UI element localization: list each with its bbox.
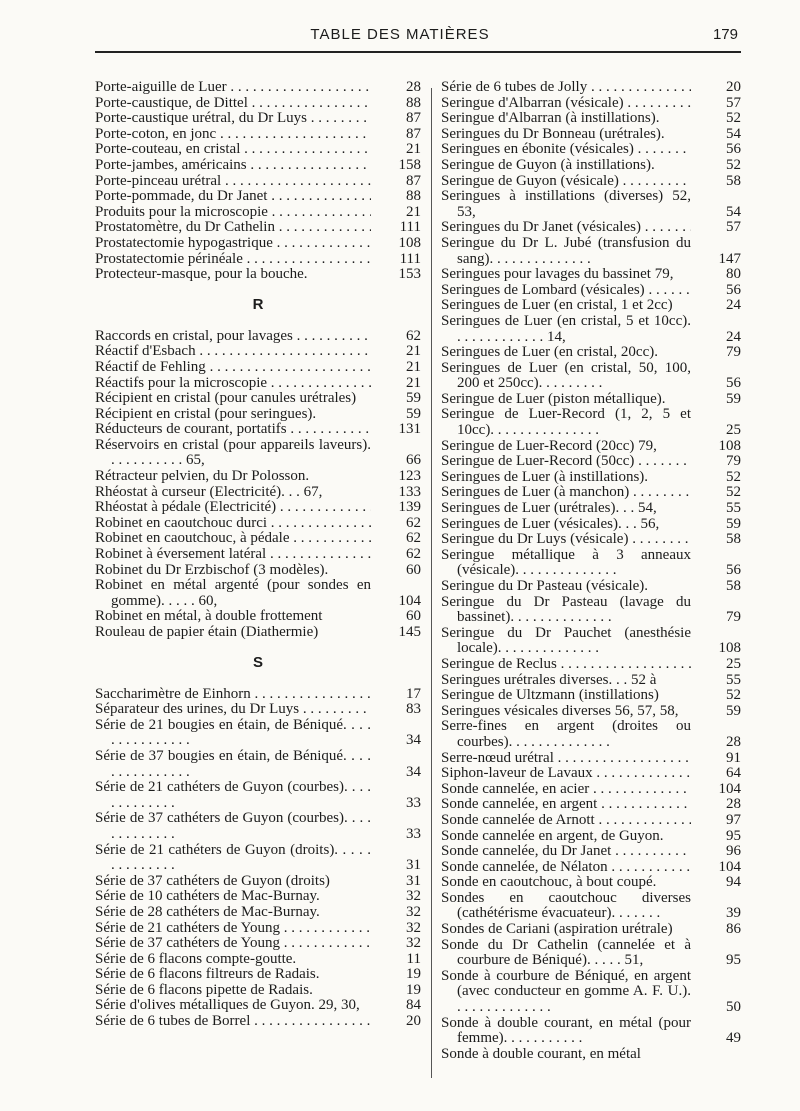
entry-page: 28 xyxy=(373,80,421,96)
index-entry xyxy=(441,501,741,517)
entry-text: Sonde en caoutchouc, à bout coupé. xyxy=(441,875,657,891)
index-entry xyxy=(95,921,421,937)
entry-text: Porte-jambes, américains . . . xyxy=(95,158,371,174)
index-entry xyxy=(441,751,741,767)
index-entry xyxy=(95,360,421,376)
index-entry xyxy=(95,702,421,718)
entry-text: Récipient en cristal (pour seringues). xyxy=(95,406,317,422)
entry-page: 21 xyxy=(373,205,421,221)
index-entry xyxy=(441,704,741,720)
entry-text: Sonde cannelée de Arnott . . . xyxy=(441,813,691,829)
entry-text: Série de 37 cathéters de Guyon (droits) xyxy=(95,873,330,889)
entry-text: Porte-pommade, du Dr Janet . . . xyxy=(95,189,371,205)
entry-text: Série de 37 bougies en étain, de Béniqué. . . . . . . . . . . . . . . xyxy=(95,748,371,780)
entry-text: Série de 21 cathéters de Young . . . xyxy=(95,921,371,937)
entry-text: Série de 21 bougies en étain, de Béniqué. . . . . . . . . . . . . . . xyxy=(95,717,371,749)
index-entry xyxy=(441,267,741,283)
entry-text: Prostatomètre, du Dr Cathelin . . . xyxy=(95,220,371,236)
entry-text: Serre-fines en argent (droites ou courbes). . . . . . . . . . . . . . xyxy=(441,719,691,750)
index-entry xyxy=(95,578,421,609)
index-entry xyxy=(441,938,741,969)
entry-page: 111 xyxy=(373,252,421,268)
index-entry xyxy=(95,80,421,96)
entry-text: Seringue du Dr Pauchet (anesthésie locale). . . . . . . . . . . . . . xyxy=(441,625,691,657)
entry-text: Série de 37 cathéters de Guyon (courbes). . . . . . . . . . . . . xyxy=(95,811,371,842)
entry-page: 123 xyxy=(373,469,421,485)
entry-page: 56 xyxy=(693,376,741,392)
entry-text: Prostatectomie périnéale . . . xyxy=(95,252,371,268)
entry-text: Robinet en métal argenté (pour sondes en gomme). . . . . 60, xyxy=(95,578,371,609)
entry-text: Seringues en ébonite (vésicales) . . . xyxy=(441,142,691,158)
entry-text: Seringues urétrales diverses. . . 52 à xyxy=(441,672,657,688)
index-entry xyxy=(95,516,421,532)
entry-text: Série de 21 cathéters de Guyon (courbes). . . . . . . . . . . . . xyxy=(95,780,371,811)
entry-text: Sonde du Dr Cathelin (cannelée et à courbure de Béniqué). . . . . 51, xyxy=(441,937,691,969)
entry-text: Série de 10 cathéters de Mac-Burnay. xyxy=(95,889,320,905)
entry-page: 59 xyxy=(373,407,421,423)
index-column-right xyxy=(441,80,741,1062)
entry-page: 33 xyxy=(373,796,421,812)
entry-page: 52 xyxy=(693,485,741,501)
entry-page: 32 xyxy=(373,936,421,952)
entry-page: 153 xyxy=(373,267,421,283)
entry-text: Série de 6 tubes de Jolly . . . xyxy=(441,80,691,96)
index-entry xyxy=(441,1016,741,1047)
entry-text: Seringue de Luer-Record (1, 2, 5 et 10cc). . . . . . . . . . . . . . . xyxy=(441,407,691,439)
index-entry xyxy=(95,252,421,268)
entry-text: Robinet en caoutchouc durci . . . xyxy=(95,516,371,532)
index-entry xyxy=(95,500,421,516)
entry-page: 66 xyxy=(373,453,421,469)
index-entry xyxy=(441,454,741,470)
entry-page: 86 xyxy=(693,922,741,938)
entry-text: Série de 28 cathéters de Mac-Burnay. xyxy=(95,904,320,920)
index-entry xyxy=(95,469,421,485)
index-entry xyxy=(95,936,421,952)
entry-text: Seringues de Luer (vésicales). . . 56, xyxy=(441,516,660,532)
entry-text: Seringues du Dr Bonneau (urétrales). xyxy=(441,126,665,142)
entry-text: Série de 6 tubes de Borrel . . . xyxy=(95,1014,371,1030)
entry-page: 88 xyxy=(373,96,421,112)
index-entry xyxy=(95,563,421,579)
entry-text: Sonde cannelée en argent, de Guyon. xyxy=(441,828,664,844)
entry-page: 62 xyxy=(373,547,421,563)
entry-page: 139 xyxy=(373,500,421,516)
entry-text: Seringues de Luer (en cristal, 50, 100, 200 et 250cc). . . . . . . . . xyxy=(441,360,691,392)
entry-page: 79 xyxy=(693,610,741,626)
index-entry xyxy=(441,860,741,876)
entry-page: 57 xyxy=(693,96,741,112)
entry-text: Robinet à éversement latéral . . . xyxy=(95,547,371,563)
index-entry xyxy=(441,891,741,922)
entry-page: 62 xyxy=(373,329,421,345)
entry-page: 95 xyxy=(693,829,741,845)
entry-page: 52 xyxy=(693,688,741,704)
index-entry xyxy=(95,905,421,921)
entry-page: 54 xyxy=(693,127,741,143)
entry-page: 49 xyxy=(693,1031,741,1047)
index-entry xyxy=(95,874,421,890)
index-entry xyxy=(95,422,421,438)
entry-page: 83 xyxy=(373,702,421,718)
entry-text: Sonde cannelée, en acier . . . xyxy=(441,782,691,798)
entry-text: Seringue de Luer-Record (20cc) 79, xyxy=(441,438,657,454)
entry-page: 19 xyxy=(373,983,421,999)
index-entry xyxy=(95,329,421,345)
index-entry xyxy=(95,718,421,749)
entry-text: Seringues de Luer (à manchon) . . . xyxy=(441,485,691,501)
index-entry xyxy=(95,96,421,112)
index-entry xyxy=(95,438,421,469)
entry-text: Sonde à double courant, en métal xyxy=(441,1046,641,1062)
index-entry xyxy=(441,96,741,112)
entry-text: Seringues à instillations (diverses) 52, 53, xyxy=(441,189,691,220)
index-entry xyxy=(95,158,421,174)
entry-text: Seringue d'Albarran (à instillations). xyxy=(441,111,660,127)
entry-page: 59 xyxy=(693,517,741,533)
index-entry xyxy=(441,595,741,626)
index-entry xyxy=(95,344,421,360)
index-entry xyxy=(95,889,421,905)
entry-page: 79 xyxy=(693,345,741,361)
entry-text: Seringue métallique à 3 anneaux (vésicale). . . . . . . . . . . . . . xyxy=(441,547,691,579)
entry-text: Rhéostat à pédale (Electricité) . . . xyxy=(95,500,371,516)
entry-page: 55 xyxy=(693,501,741,517)
entry-page: 84 xyxy=(373,998,421,1014)
entry-page: 131 xyxy=(373,422,421,438)
entry-text: Robinet en métal, à double frottement xyxy=(95,609,323,625)
index-entry xyxy=(95,780,421,811)
entry-page: 50 xyxy=(693,1000,741,1016)
entry-page: 104 xyxy=(373,594,421,610)
index-entry xyxy=(441,314,741,345)
entry-text: Seringues de Luer (en cristal, 20cc). xyxy=(441,345,658,361)
index-entry xyxy=(441,127,741,143)
index-entry xyxy=(95,998,421,1014)
index-entry xyxy=(441,532,741,548)
index-entry xyxy=(441,485,741,501)
entry-page: 21 xyxy=(373,142,421,158)
entry-text: Seringues de Luer (urétrales). . . 54, xyxy=(441,501,657,517)
entry-page: 147 xyxy=(693,252,741,268)
entry-text: Seringue d'Albarran (vésicale) . . . xyxy=(441,96,691,112)
index-entry xyxy=(95,952,421,968)
entry-text: Seringues vésicales diverses 56, 57, 58, xyxy=(441,703,679,719)
entry-text: Siphon-laveur de Lavaux . . . xyxy=(441,766,691,782)
page-number: 179 xyxy=(712,26,738,43)
index-entry xyxy=(95,531,421,547)
index-entry xyxy=(95,983,421,999)
index-entry xyxy=(441,517,741,533)
entry-text: Sonde cannelée, de Nélaton . . . xyxy=(441,860,691,876)
entry-page: 25 xyxy=(693,423,741,439)
entry-page: 59 xyxy=(693,704,741,720)
index-entry xyxy=(95,376,421,392)
entry-text: Sonde à double courant, en métal (pour femme). . . . . . . . . . . xyxy=(441,1015,691,1047)
index-entry xyxy=(441,829,741,845)
index-entry xyxy=(95,609,421,625)
index-entry xyxy=(95,687,421,703)
entry-page: 58 xyxy=(693,532,741,548)
entry-text: Raccords en cristal, pour lavages . . . xyxy=(95,329,371,345)
entry-page: 25 xyxy=(693,657,741,673)
entry-text: Seringues de Lombard (vésicales) . . . xyxy=(441,283,691,299)
entry-text: Seringues de Luer (à instillations). xyxy=(441,469,649,485)
entry-page: 21 xyxy=(373,376,421,392)
index-entry xyxy=(441,174,741,190)
entry-page: 21 xyxy=(373,344,421,360)
index-entry xyxy=(441,782,741,798)
entry-page: 104 xyxy=(693,860,741,876)
entry-text: Seringue de Reclus . . . xyxy=(441,657,691,673)
header-rule xyxy=(95,51,741,53)
entry-page: 54 xyxy=(693,205,741,221)
index-entry xyxy=(441,688,741,704)
entry-text: Rhéostat à curseur (Electricité). . . 67, xyxy=(95,484,323,500)
entry-page: 58 xyxy=(693,174,741,190)
entry-page: 80 xyxy=(693,267,741,283)
index-entry xyxy=(95,485,421,501)
entry-page: 34 xyxy=(373,733,421,749)
index-entry xyxy=(441,439,741,455)
entry-text: Porte-couteau, en cristal . . . xyxy=(95,142,371,158)
index-entry xyxy=(95,547,421,563)
entry-page: 108 xyxy=(693,439,741,455)
entry-page: 33 xyxy=(373,827,421,843)
entry-page: 34 xyxy=(373,765,421,781)
column-separator xyxy=(431,88,432,1078)
index-entry xyxy=(441,361,741,392)
entry-text: Réactifs pour la microscopie . . . xyxy=(95,376,371,392)
entry-page: 60 xyxy=(373,563,421,579)
entry-text: Seringue du Dr Luys (vésicale) . . . xyxy=(441,532,691,548)
entry-text: Réducteurs de courant, portatifs . . . xyxy=(95,422,371,438)
entry-page: 17 xyxy=(373,687,421,703)
entry-page: 56 xyxy=(693,283,741,299)
entry-text: Porte-aiguille de Luer . . . xyxy=(95,80,371,96)
index-entry xyxy=(441,813,741,829)
entry-page: 60 xyxy=(373,609,421,625)
index-entry xyxy=(441,579,741,595)
index-entry xyxy=(441,766,741,782)
index-entry xyxy=(441,875,741,891)
entry-text: Récipient en cristal (pour canules urétrales) xyxy=(95,391,357,407)
entry-page: 56 xyxy=(693,142,741,158)
entry-text: Seringue du Dr L. Jubé (transfusion du sang). . . . . . . . . . . . . . xyxy=(441,235,691,267)
index-entry xyxy=(441,797,741,813)
entry-page: 52 xyxy=(693,470,741,486)
entry-page: 96 xyxy=(693,844,741,860)
index-entry xyxy=(441,673,741,689)
entry-page: 59 xyxy=(693,392,741,408)
index-entry xyxy=(95,625,421,641)
index-entry xyxy=(441,657,741,673)
page-title: TABLE DES MATIÈRES xyxy=(310,26,490,43)
index-entry xyxy=(441,407,741,438)
entry-text: Seringue de Guyon (à instillations). xyxy=(441,157,655,173)
entry-text: Sondes de Cariani (aspiration urétrale) xyxy=(441,922,673,938)
entry-page: 57 xyxy=(693,220,741,236)
entry-page: 20 xyxy=(693,80,741,96)
entry-page: 39 xyxy=(693,906,741,922)
entry-text: Produits pour la microscopie . . . xyxy=(95,205,371,221)
index-entry xyxy=(441,1047,741,1063)
entry-page: 104 xyxy=(693,782,741,798)
entry-text: Porte-caustique, de Dittel . . . xyxy=(95,96,371,112)
index-entry xyxy=(95,749,421,780)
section-letter: S xyxy=(252,653,263,671)
entry-text: Seringue de Luer-Record (50cc) . . . xyxy=(441,454,691,470)
index-entry xyxy=(441,922,741,938)
entry-page: 24 xyxy=(693,330,741,346)
entry-page: 32 xyxy=(373,905,421,921)
index-entry xyxy=(95,111,421,127)
running-head xyxy=(0,22,800,46)
entry-text: Seringue de Ultzmann (instillations) xyxy=(441,688,659,704)
entry-text: Seringues pour lavages du bassinet 79, xyxy=(441,267,674,283)
entry-text: Seringues du Dr Janet (vésicales) . . . xyxy=(441,220,691,236)
entry-page: 108 xyxy=(373,236,421,252)
entry-page: 111 xyxy=(373,220,421,236)
entry-text: Seringues de Luer (en cristal, 5 et 10cc). . . . . . . . . . . . . 14, xyxy=(441,313,691,345)
index-entry xyxy=(441,969,741,1016)
entry-page: 20 xyxy=(373,1014,421,1030)
index-entry xyxy=(441,142,741,158)
index-entry xyxy=(95,174,421,190)
entry-page: 58 xyxy=(693,579,741,595)
index-entry xyxy=(95,811,421,842)
entry-text: Réactif de Fehling . . . xyxy=(95,360,371,376)
entry-page: 158 xyxy=(373,158,421,174)
entry-page: 64 xyxy=(693,766,741,782)
index-entry xyxy=(441,80,741,96)
index-column-left xyxy=(95,80,421,1030)
entry-text: Séparateur des urines, du Dr Luys . . . xyxy=(95,702,371,718)
entry-page: 79 xyxy=(693,454,741,470)
entry-page: 19 xyxy=(373,967,421,983)
entry-page: 88 xyxy=(373,189,421,205)
entry-page: 87 xyxy=(373,127,421,143)
entry-page: 91 xyxy=(693,751,741,767)
entry-text: Rétracteur pelvien, du Dr Polosson. xyxy=(95,469,310,485)
entry-text: Robinet du Dr Erzbischof (3 modèles). xyxy=(95,562,329,578)
entry-page: 87 xyxy=(373,174,421,190)
entry-page: 97 xyxy=(693,813,741,829)
entry-text: Porte-caustique urétral, du Dr Luys . . . xyxy=(95,111,371,127)
index-entry xyxy=(95,220,421,236)
entry-text: Sonde cannelée, du Dr Janet . . . xyxy=(441,844,691,860)
entry-page: 95 xyxy=(693,953,741,969)
entry-text: Seringues de Luer (en cristal, 1 et 2cc) xyxy=(441,298,673,314)
entry-page: 59 xyxy=(373,391,421,407)
section-letter: R xyxy=(252,295,264,313)
entry-text: Série de 6 flacons filtreurs de Radais. xyxy=(95,967,320,983)
entry-text: Robinet en caoutchouc, à pédale . . . xyxy=(95,531,371,547)
entry-text: Porte-coton, en jonc . . . xyxy=(95,127,371,143)
entry-text: Série de 6 flacons compte-goutte. xyxy=(95,951,297,967)
entry-page: 94 xyxy=(693,875,741,891)
index-entry xyxy=(95,407,421,423)
index-entry xyxy=(95,1014,421,1030)
index-entry xyxy=(95,967,421,983)
entry-page: 21 xyxy=(373,360,421,376)
index-entry xyxy=(95,142,421,158)
entry-page: 56 xyxy=(693,563,741,579)
entry-text: Sonde à courbure de Béniqué, en argent (avec conducteur en gomme A. F. U.). . . . . . . . . . . . . . xyxy=(441,968,691,1016)
entry-page: 28 xyxy=(693,797,741,813)
entry-page: 62 xyxy=(373,531,421,547)
index-entry xyxy=(441,345,741,361)
entry-page: 11 xyxy=(373,952,421,968)
index-entry xyxy=(441,548,741,579)
entry-text: Série de 37 cathéters de Young . . . xyxy=(95,936,371,952)
index-entry xyxy=(441,283,741,299)
entry-page: 31 xyxy=(373,858,421,874)
entry-page: 24 xyxy=(693,298,741,314)
entry-page: 52 xyxy=(693,158,741,174)
entry-text: Série d'olives métalliques de Guyon. 29, 30, xyxy=(95,998,360,1014)
entry-page: 55 xyxy=(693,673,741,689)
entry-text: Réactif d'Esbach . . . xyxy=(95,344,371,360)
entry-text: Seringue du Dr Pasteau (lavage du bassinet). . . . . . . . . . . . . . xyxy=(441,594,691,626)
index-entry xyxy=(441,158,741,174)
index-entry xyxy=(95,391,421,407)
entry-text: Sondes en caoutchouc diverses (cathétérisme évacuateur). . . . . . . xyxy=(441,890,691,922)
entry-text: Seringue de Luer (piston métallique). xyxy=(441,391,666,407)
entry-page: 145 xyxy=(373,625,421,641)
entry-text: Série de 6 flacons pipette de Radais. xyxy=(95,982,313,998)
index-entry xyxy=(95,236,421,252)
entry-page: 32 xyxy=(373,921,421,937)
entry-text: Protecteur-masque, pour la bouche. xyxy=(95,267,308,283)
index-entry xyxy=(95,127,421,143)
entry-text: Sonde cannelée, en argent . . . xyxy=(441,797,691,813)
index-entry xyxy=(441,626,741,657)
index-entry xyxy=(441,111,741,127)
entry-text: Seringue de Guyon (vésicale) . . . xyxy=(441,174,691,190)
index-entry xyxy=(95,843,421,874)
index-entry xyxy=(441,470,741,486)
entry-page: 62 xyxy=(373,516,421,532)
entry-text: Réservoirs en cristal (pour appareils laveurs). . . . . . . . . . . 65, xyxy=(95,437,371,469)
entry-page: 52 xyxy=(693,111,741,127)
entry-text: Prostatectomie hypogastrique . . . xyxy=(95,236,371,252)
index-entry xyxy=(441,392,741,408)
index-entry xyxy=(441,719,741,750)
index-entry xyxy=(95,267,421,283)
entry-text: Rouleau de papier étain (Diathermie) xyxy=(95,625,319,640)
index-entry xyxy=(441,298,741,314)
index-entry xyxy=(441,220,741,236)
entry-page: 108 xyxy=(693,641,741,657)
index-entry xyxy=(95,205,421,221)
entry-text: Saccharimètre de Einhorn . . . xyxy=(95,687,371,703)
entry-page: 87 xyxy=(373,111,421,127)
entry-text: Seringue du Dr Pasteau (vésicale). xyxy=(441,579,649,594)
entry-text: Série de 21 cathéters de Guyon (droits). . . . . . . . . . . . . . xyxy=(95,842,371,874)
entry-text: Serre-nœud urétral . . . xyxy=(441,751,691,767)
entry-page: 32 xyxy=(373,889,421,905)
entry-page: 31 xyxy=(373,874,421,890)
entry-text: Porte-pinceau urétral . . . xyxy=(95,174,371,190)
index-entry xyxy=(95,189,421,205)
index-entry xyxy=(441,236,741,267)
index-entry xyxy=(441,189,741,220)
entry-page: 28 xyxy=(693,735,741,751)
index-entry xyxy=(441,844,741,860)
entry-page: 133 xyxy=(373,485,421,501)
